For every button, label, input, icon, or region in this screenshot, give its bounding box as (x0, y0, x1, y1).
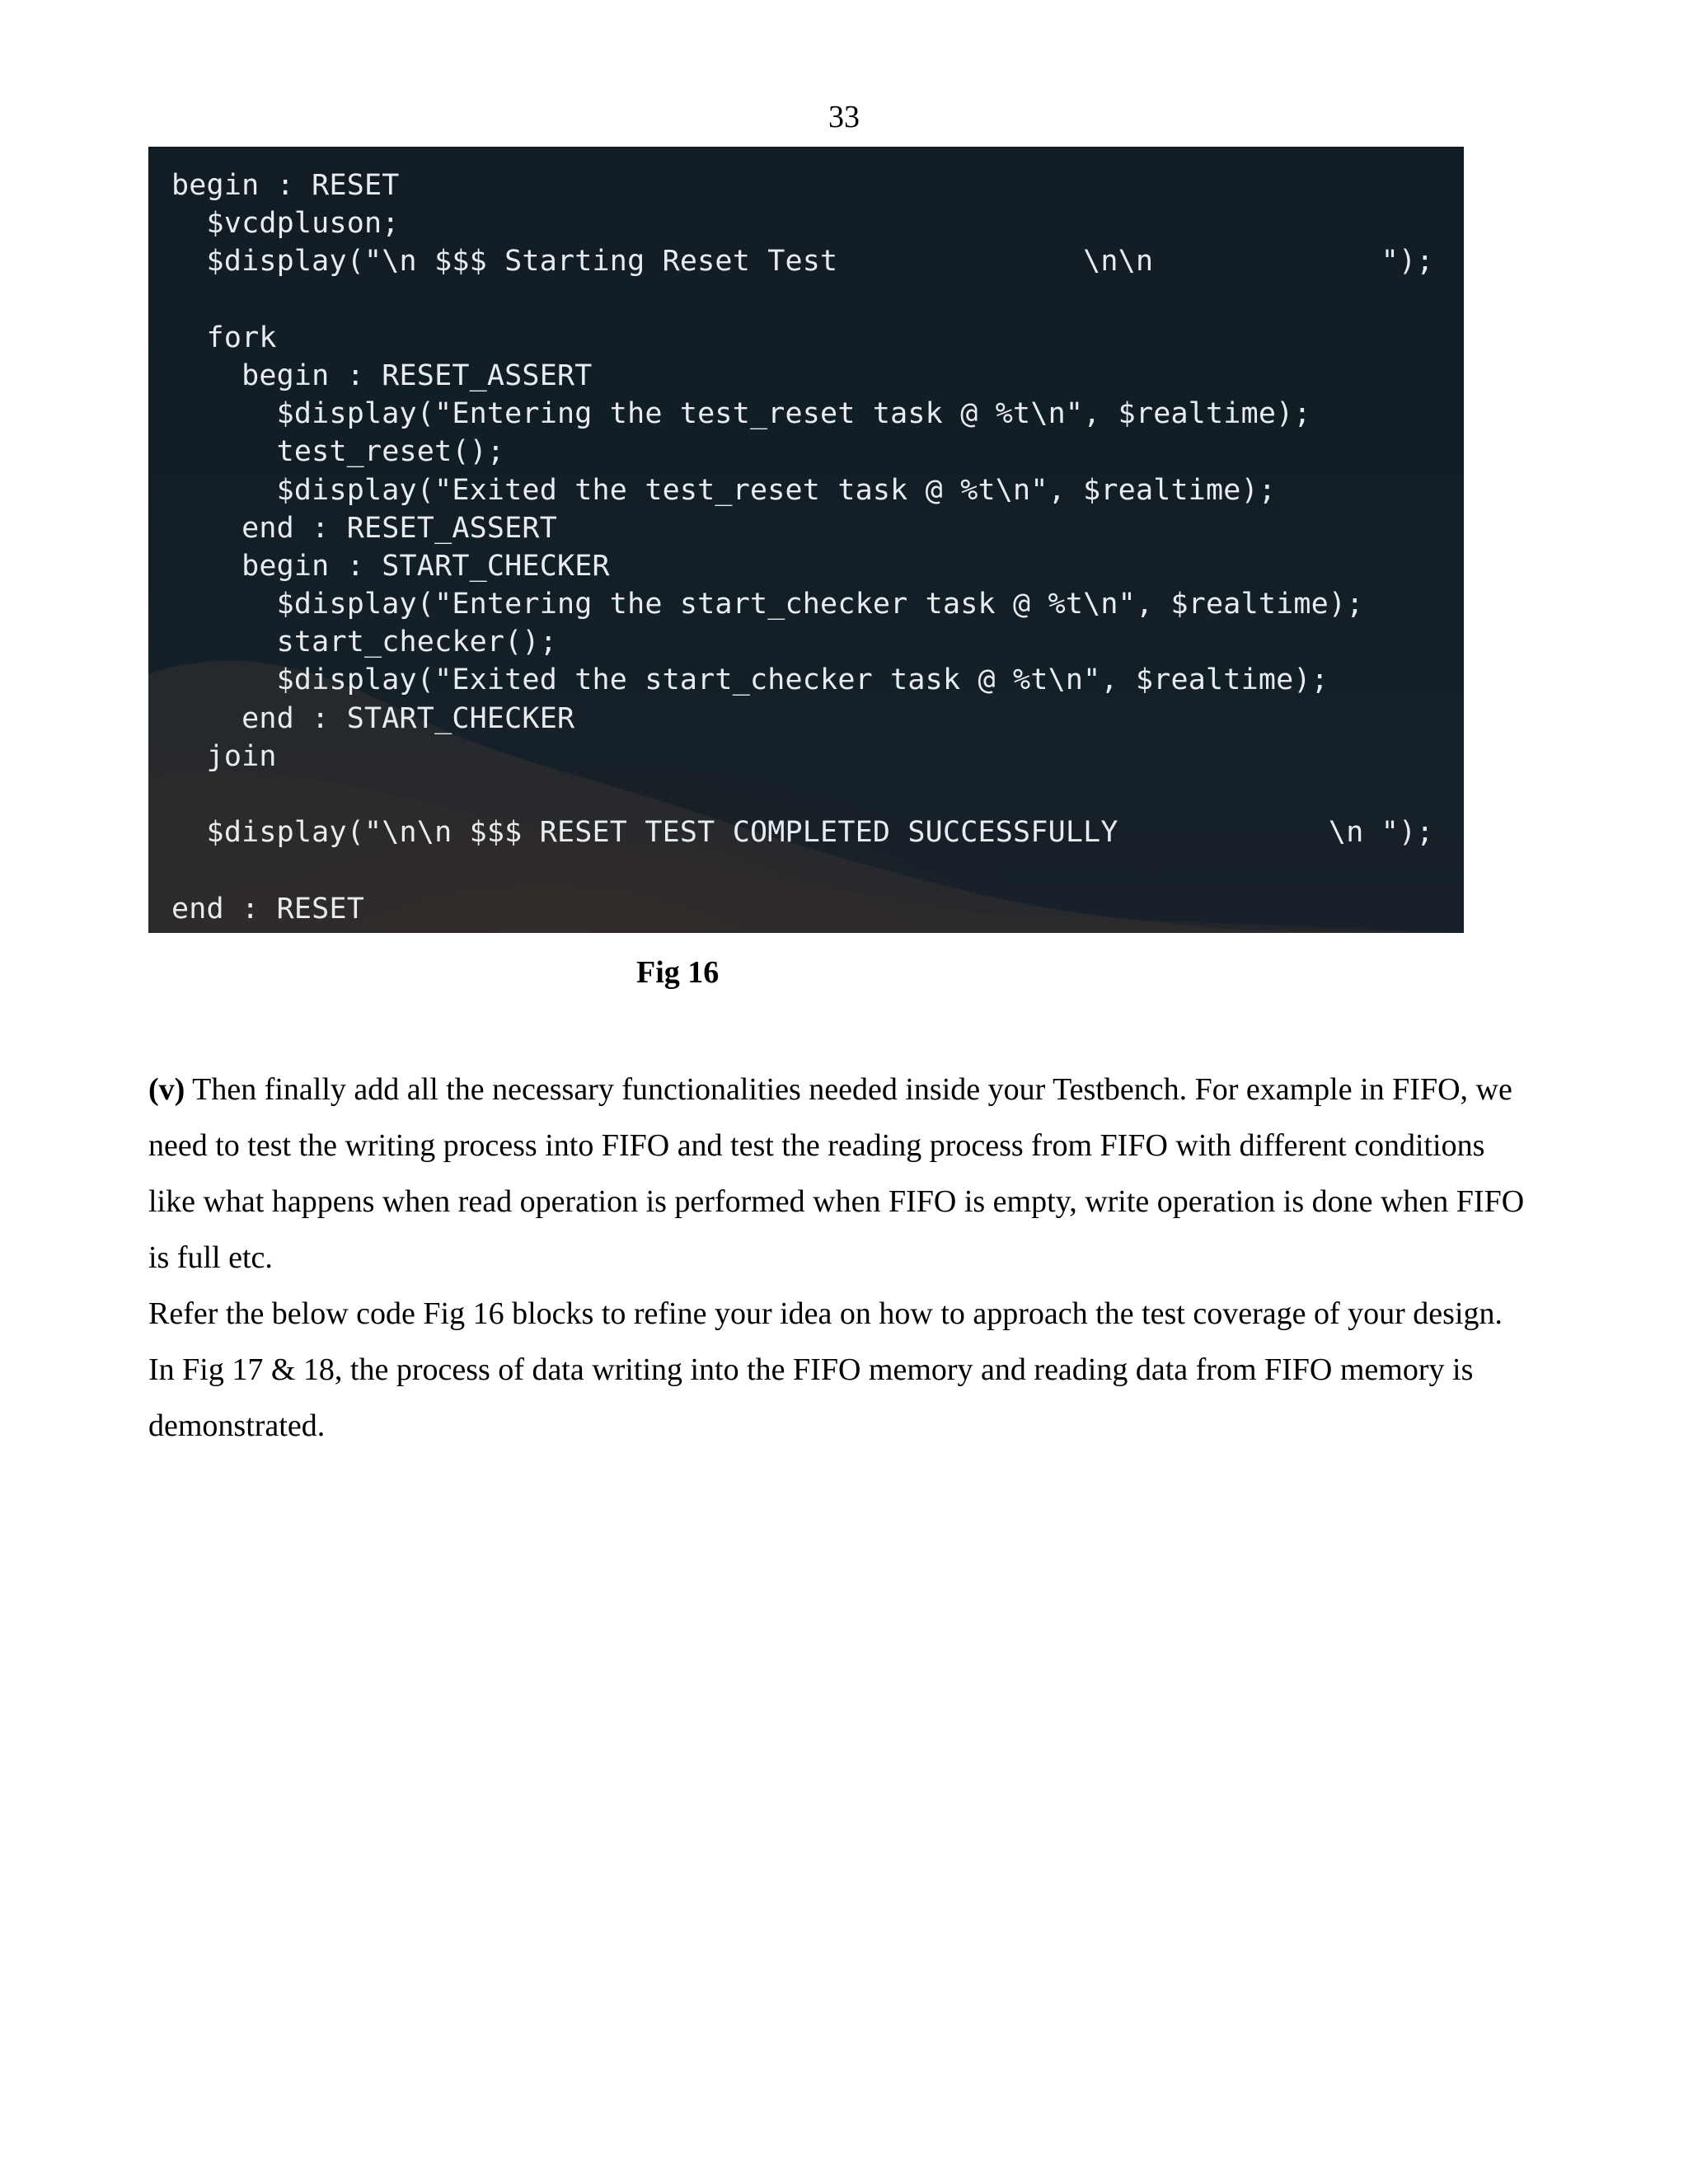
code-line: begin : RESET_ASSERT (171, 359, 593, 392)
code-line: end : RESET (171, 892, 364, 926)
paragraph-body: Then finally add all the necessary functionalities needed inside your Testbench. For example in FIFO, we need to test the writing process into FIFO and test the reading process from FIFO with different conditions like what happens when read operation is performed when FIFO is empty, write operation is done when FIFO is full etc. (148, 1072, 1525, 1275)
code-line: fork (171, 321, 277, 354)
code-line (171, 851, 1434, 889)
paragraph-refer: Refer the below code Fig 16 blocks to refine your idea on how to approach the test coverage of your design. (148, 1296, 1503, 1331)
code-line: end : START_CHECKER (171, 701, 575, 735)
code-line: join (171, 739, 277, 773)
body-text (148, 1062, 1533, 1454)
code-block (171, 166, 1434, 928)
code-line: $display("Exited the test_reset task @ %t\n", $realtime); (171, 473, 1277, 507)
code-line (171, 776, 1434, 813)
page-number: 33 (828, 100, 860, 134)
code-line: begin : START_CHECKER (171, 549, 610, 583)
code-line: $display("Entering the start_checker task @ %t\n", $realtime); (171, 588, 1364, 621)
code-line: $vcdpluson; (171, 207, 400, 241)
paragraph-fig17-18: In Fig 17 & 18, the process of data writing into the FIFO memory and reading data from FIFO memory is demonstrated. (148, 1352, 1474, 1443)
code-screenshot (148, 147, 1464, 933)
code-line: begin : RESET (171, 169, 400, 202)
code-line (171, 281, 1434, 319)
paragraph-step-v (148, 1062, 1533, 1286)
code-line: start_checker(); (171, 626, 557, 659)
figure-caption: Fig 16 (636, 955, 720, 990)
code-line: $display("\n\n $$$ RESET TEST COMPLETED SUCCESSFULLY \n "); (171, 816, 1434, 850)
code-line: test_reset(); (171, 435, 505, 469)
code-line: end : RESET_ASSERT (171, 511, 557, 545)
code-line: $display("Entering the test_reset task @ %t\n", $realtime); (171, 397, 1311, 431)
code-line: $display("\n $$$ Starting Reset Test \n\n "); (171, 245, 1434, 279)
code-line: $display("Exited the start_checker task @ %t\n", $realtime); (171, 663, 1329, 697)
step-label: (v) (148, 1072, 185, 1107)
